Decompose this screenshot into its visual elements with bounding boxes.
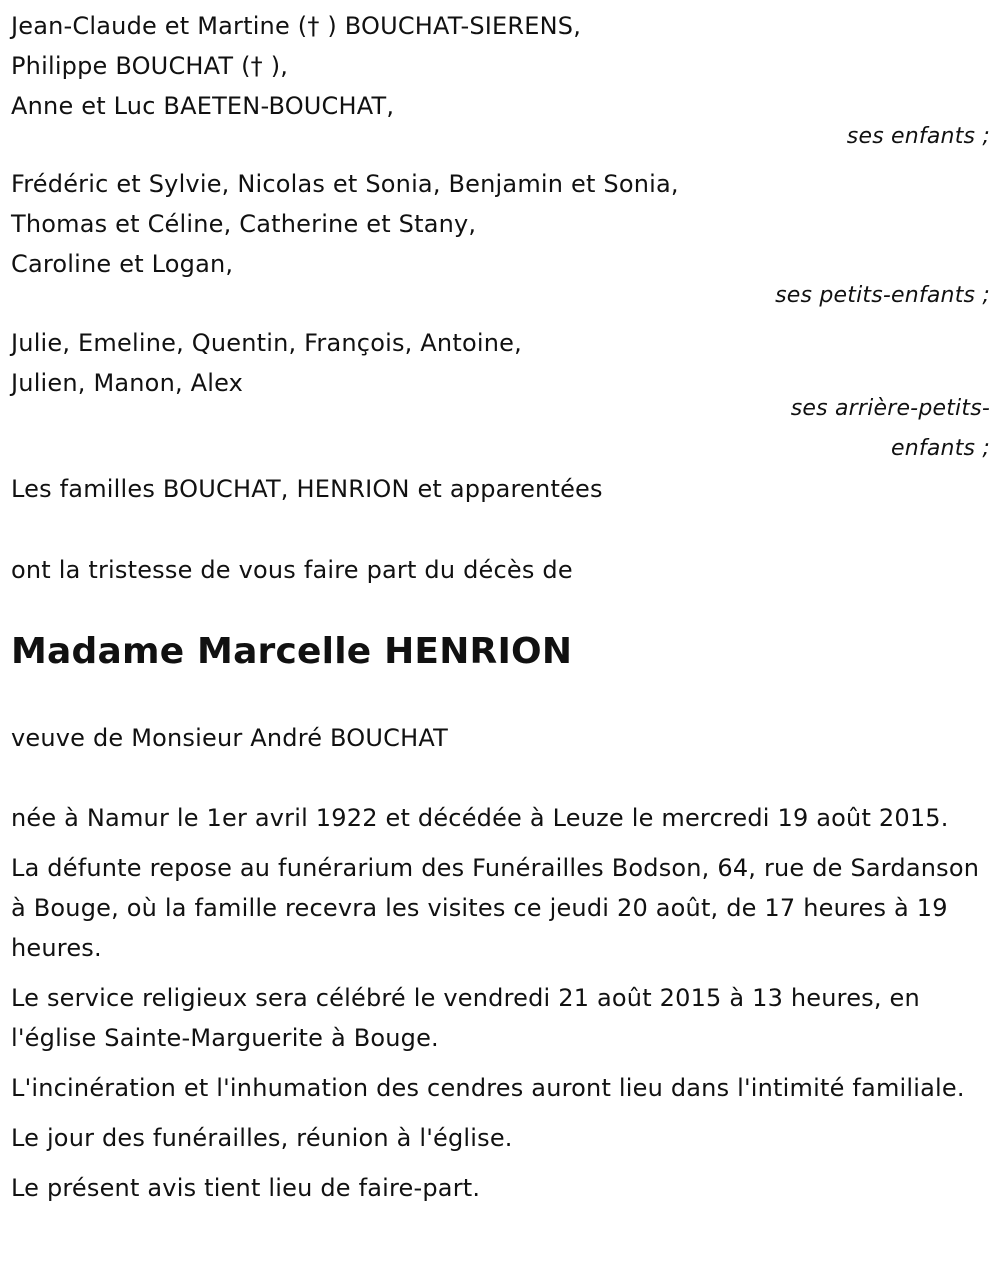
great-grandchildren-line: Julien, Manon, Alex (11, 369, 244, 397)
great-grandchildren-block (11, 323, 990, 469)
grandchildren-line: Caroline et Logan, (11, 250, 234, 278)
service-paragraph: Le service religieux sera célébré le vendredi 21 août 2015 à 13 heures, en l'église Sainte-Marguerite à Bouge. (11, 984, 920, 1052)
widow-line: veuve de Monsieur André BOUCHAT (11, 724, 448, 752)
grandchildren-block (11, 164, 990, 308)
grandchildren-line: Thomas et Céline, Catherine et Stany, (11, 210, 477, 238)
grandchildren-line: Frédéric et Sylvie, Nicolas et Sonia, Benjamin et Sonia, (11, 170, 679, 198)
notice-paragraph: Le présent avis tient lieu de faire-part. (11, 1174, 481, 1202)
great-grandchildren-line: Julie, Emeline, Quentin, François, Antoine, (11, 329, 522, 357)
cremation-paragraph: L'incinération et l'inhumation des cendres auront lieu dans l'intimité familiale. (11, 1074, 965, 1102)
meeting-paragraph: Le jour des funérailles, réunion à l'église. (11, 1124, 513, 1152)
deceased-name: Madame Marcelle HENRION (11, 631, 573, 672)
birth-death-paragraph: née à Namur le 1er avril 1922 et décédée à Leuze le mercredi 19 août 2015. (11, 804, 949, 832)
children-block (11, 6, 990, 149)
families-line: Les familles BOUCHAT, HENRION et apparentées (11, 475, 603, 503)
children-role: ses enfants ; (846, 124, 990, 149)
great-grandchildren-role-line: ses arrière-petits- (790, 396, 990, 421)
children-line: Philippe BOUCHAT († ), (11, 52, 289, 80)
great-grandchildren-role-line: enfants ; (891, 436, 990, 461)
death-notice (11, 6, 990, 1218)
grandchildren-role: ses petits-enfants ; (775, 283, 990, 308)
funerarium-paragraph: La défunte repose au funérarium des Funérailles Bodson, 64, rue de Sardanson à Bouge, où la famille recevra les visites ce jeudi 20 août, de 17 heures à 19 heures. (11, 854, 980, 962)
children-line: Jean-Claude et Martine († ) BOUCHAT-SIERENS, (11, 12, 582, 40)
announcement-line: ont la tristesse de vous faire part du décès de (11, 556, 573, 584)
children-line: Anne et Luc BAETEN-BOUCHAT, (11, 92, 395, 120)
